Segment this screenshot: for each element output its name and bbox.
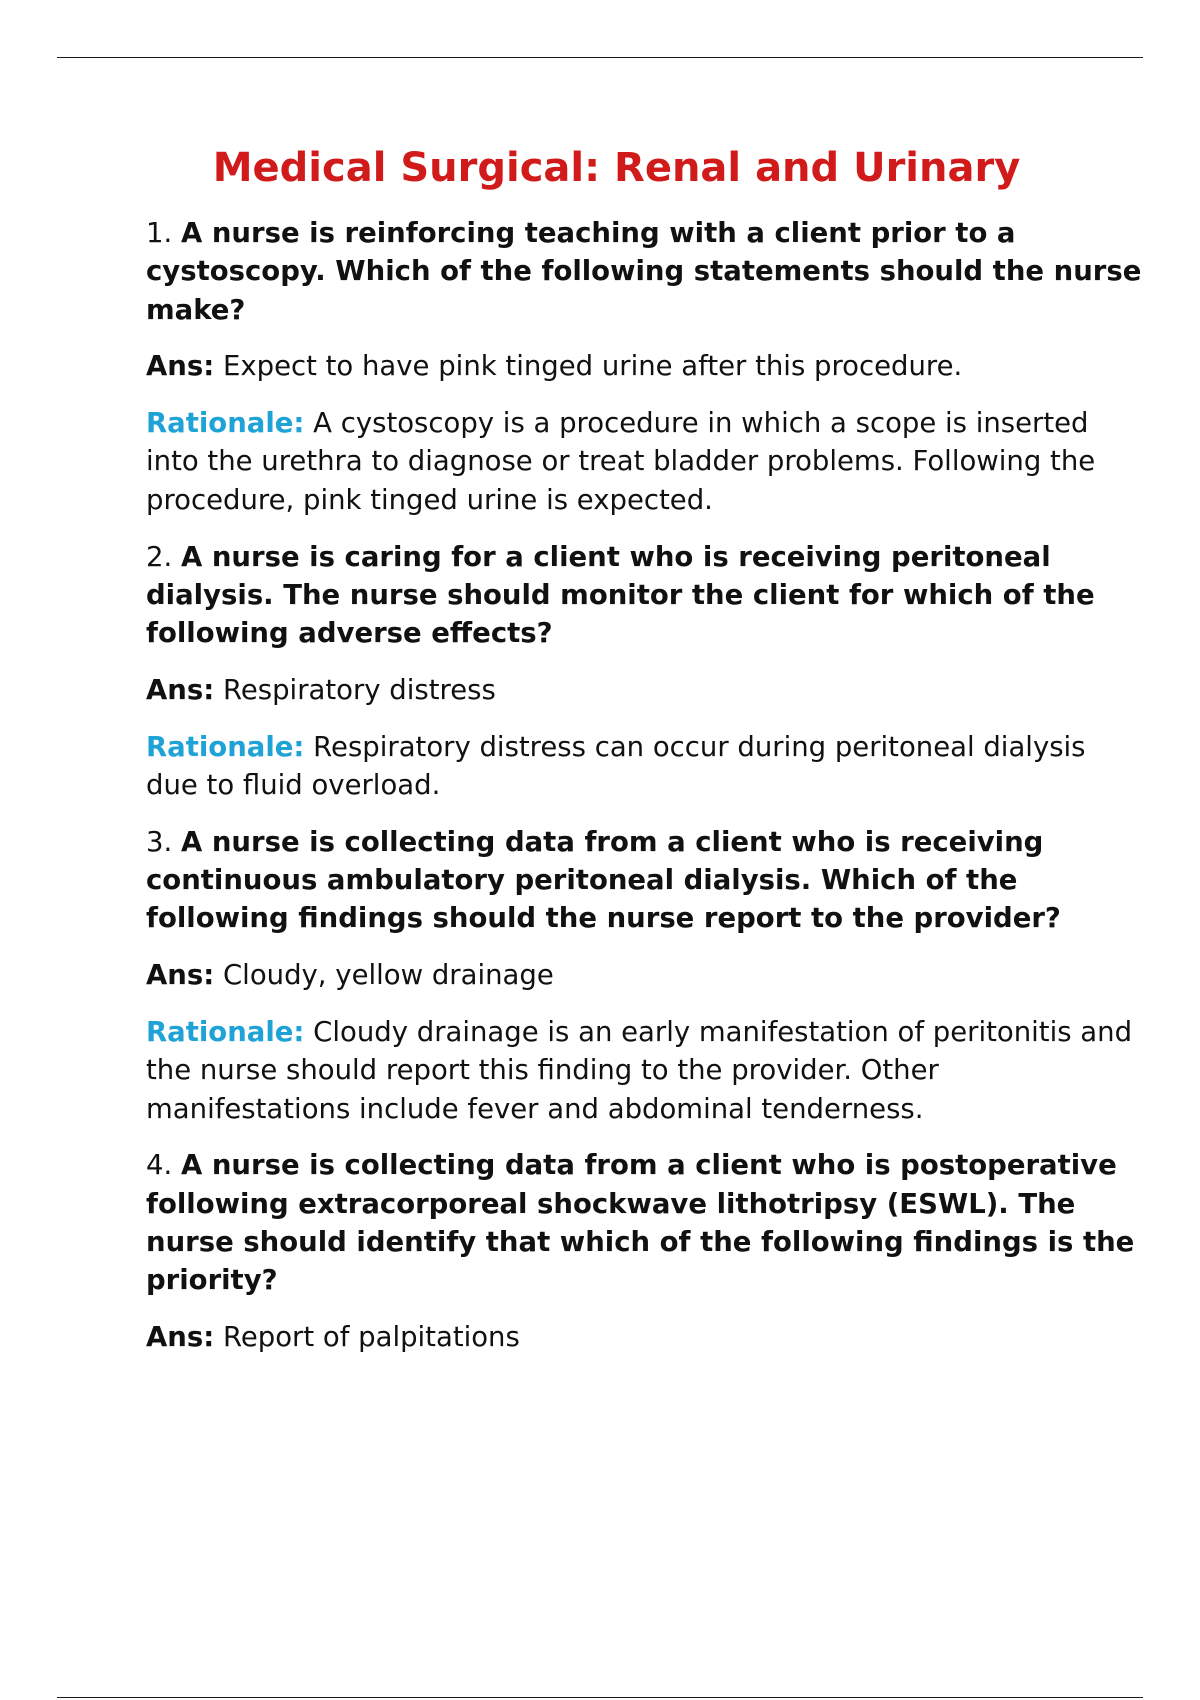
answer-text: Report of palpitations: [222, 1321, 520, 1354]
answer-text: Respiratory distress: [222, 673, 496, 706]
question-text: A nurse is reinforcing teaching with a client prior to a cystoscopy. Which of the following statements should the nurse make?: [146, 217, 1142, 326]
rationale-label: Rationale:: [146, 407, 305, 440]
answer-4: [146, 1318, 1146, 1356]
answer-text: Expect to have pink tinged urine after this procedure.: [222, 350, 963, 383]
answer-label: Ans:: [146, 1321, 215, 1354]
rationale-text: Cloudy drainage is an early manifestation of peritonitis and the nurse should report this finding to the provider. Other manifestations include fever and abdominal tenderness.: [146, 1016, 1133, 1125]
answer-label: Ans:: [146, 959, 215, 992]
question-text: A nurse is collecting data from a client who is receiving continuous ambulatory peritoneal dialysis. Which of the following findings should the nurse report to the provider?: [146, 825, 1061, 935]
question-2: [146, 538, 1146, 653]
top-rule: [57, 57, 1143, 58]
answer-2: [146, 671, 1146, 709]
document-title: Medical Surgical: Renal and Urinary: [212, 145, 1021, 191]
question-1: [146, 214, 1146, 329]
question-number: 2.: [146, 540, 173, 573]
document-body: [146, 214, 1146, 1375]
question-3: [146, 823, 1146, 938]
question-number: 1.: [146, 217, 173, 249]
answer-3: [146, 956, 1146, 994]
rationale-label: Rationale:: [146, 1016, 305, 1049]
rationale-text: Respiratory distress can occur during peritoneal dialysis due to fluid overload.: [146, 730, 1086, 802]
rationale-label: Rationale:: [146, 730, 305, 763]
rationale-text: A cystoscopy is a procedure in which a scope is inserted into the urethra to diagnose or treat bladder problems. Following the procedure, pink tinged urine is expected.: [146, 407, 1096, 516]
rationale-1: [146, 404, 1146, 519]
question-text: A nurse is collecting data from a client who is postoperative following extracorporeal shockwave lithotripsy (ESWL). The nurse should identify that which of the following findings is the priority?: [146, 1149, 1135, 1297]
answer-1: [146, 347, 1146, 385]
rationale-3: [146, 1013, 1146, 1128]
question-text: A nurse is caring for a client who is receiving peritoneal dialysis. The nurse should monitor the client for which of the following adverse effects?: [146, 540, 1095, 650]
answer-text: Cloudy, yellow drainage: [222, 959, 554, 992]
answer-label: Ans:: [146, 350, 215, 383]
rationale-2: [146, 728, 1146, 805]
question-number: 4.: [146, 1149, 173, 1182]
question-number: 3.: [146, 825, 173, 858]
question-4: [146, 1146, 1146, 1299]
bottom-rule: [57, 1697, 1143, 1698]
answer-label: Ans:: [146, 673, 215, 706]
